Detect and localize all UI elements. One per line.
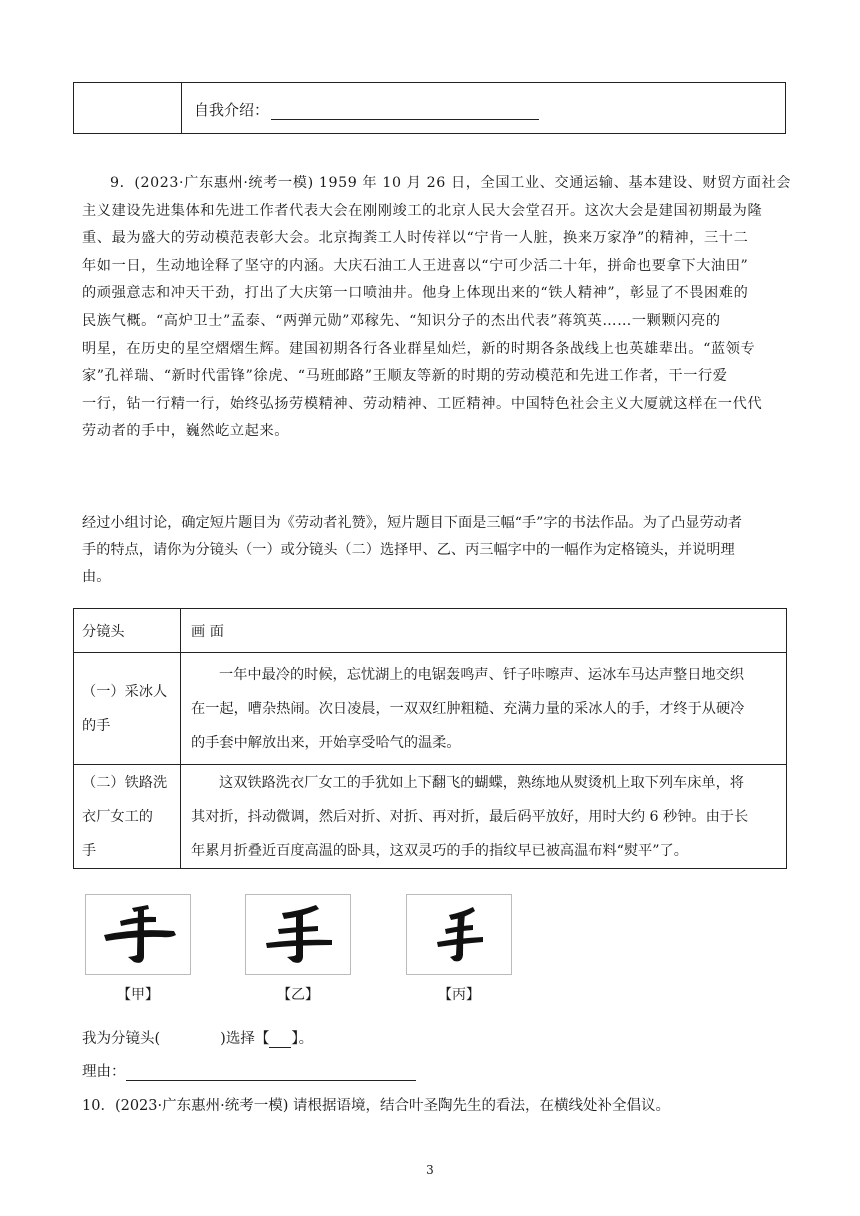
passage-line: 明星，在历史的星空熠熠生辉。建国初期各行各业群星灿烂，新的时期各条战线上也英雄辈出。“蓝领专 xyxy=(82,340,756,357)
shot-table-header xyxy=(74,609,787,653)
task-line: 经过小组讨论，确定短片题目为《劳动者礼赞》，短片题目下面是三幅“手”字的书法作品。为了凸显劳动者 xyxy=(82,515,743,531)
table-row xyxy=(74,765,787,869)
self-intro-label: 自我介绍： xyxy=(194,101,270,119)
shot-label xyxy=(74,765,181,869)
calligraphy-bing-image xyxy=(406,894,512,975)
answer-prefix: 我为分镜头( xyxy=(82,1031,161,1047)
character-choice-blank[interactable] xyxy=(269,1033,291,1048)
passage-line: 民族气概。“高炉卫士”孟泰、“两弹元勋”邓稼先、“知识分子的杰出代表”蒋筑英……一颗颗闪亮的 xyxy=(82,312,721,329)
calligraphy-jia-image xyxy=(85,894,191,975)
shot-label-line: 手 xyxy=(82,842,97,859)
answer-choice-line xyxy=(82,1027,313,1048)
shot-content-line: 其对折，抖动微调，然后对折、对折、再对折，最后码平放好，用时大约 6 秒钟。由于长 xyxy=(191,808,749,825)
calligraphy-bing-label: 【丙】 xyxy=(438,987,480,1003)
shot-content xyxy=(181,653,787,765)
passage-line: 的顽强意志和冲天干劲，打出了大庆第一口喷油井。他身上体现出来的“铁人精神”，彰显了不畏困难的 xyxy=(82,285,749,302)
intro-table xyxy=(73,82,786,134)
passage-line: 劳动者的手中，巍然屹立起来。 xyxy=(82,423,290,440)
shot-content-line: 年累月折叠近百度高温的卧具，这双灵巧的手的指纹早已被高温布料“熨平”了。 xyxy=(191,842,688,859)
page-number: 3 xyxy=(426,1163,434,1177)
passage-line: 9．(2023·广东惠州·统考一模) 1959 年 10 月 26 日，全国工业、交通运输、基本建设、财贸方面社会 xyxy=(110,175,792,191)
table-divider xyxy=(181,83,182,133)
calligraphy-yi-image xyxy=(245,894,351,975)
self-intro-blank[interactable] xyxy=(271,105,539,120)
shot-table xyxy=(73,608,787,869)
task-line: 手的特点，请你为分镜头（一）或分镜头（二）选择甲、乙、丙三幅字中的一幅作为定格镜头，并说明理 xyxy=(82,542,735,558)
shot-content-line: 一年中最冷的时候，忘忧湖上的电锯轰鸣声、钎子咔嚓声、运冰车马达声整日地交织 xyxy=(219,666,744,683)
self-intro-field xyxy=(194,99,539,120)
passage-line: 重、最为盛大的劳动模范表彰大会。北京掏粪工人时传祥以“宁肯一人脏，换来万家净”的精神，三十二 xyxy=(82,230,749,247)
shot-content-line: 的手套中解放出来，开始享受哈气的温柔。 xyxy=(191,734,461,751)
passage-line: 一行，钻一行精一行，始终弘扬劳模精神、劳动精神、工匠精神。中国特色社会主义大厦就这样在一代代 xyxy=(82,395,763,412)
q10-text: 10．(2023·广东惠州·统考一模) 请根据语境，结合叶圣陶先生的看法，在横线处补全倡议。 xyxy=(82,1098,670,1114)
task-line: 由。 xyxy=(82,569,111,585)
shot-content xyxy=(181,765,787,869)
calligraphy-jia-label: 【甲】 xyxy=(117,987,159,1003)
header-shot: 分镜头 xyxy=(74,609,181,653)
shot-content-line: 在一起，嘈杂热闹。次日凌晨，一双双红肿粗糙、充满力量的采冰人的手，才终于从硬冷 xyxy=(191,700,745,717)
reason-label: 理由： xyxy=(82,1064,126,1080)
calligraphy-yi-label: 【乙】 xyxy=(277,987,319,1003)
shot-label-line: （二）铁路洗 xyxy=(82,774,168,791)
shot-label xyxy=(74,653,181,765)
reason-blank[interactable] xyxy=(126,1066,416,1081)
q9-passage xyxy=(82,170,792,446)
q9-task xyxy=(82,510,782,591)
header-scene: 画 面 xyxy=(181,609,787,653)
table-row xyxy=(74,653,787,765)
answer-suffix: 】。 xyxy=(291,1031,314,1047)
answer-reason-line xyxy=(82,1060,416,1081)
shot-label-line: 的手 xyxy=(82,717,111,734)
passage-line: 年如一日，生动地诠释了坚守的内涵。大庆石油工人王进喜以“宁可少活二十年，拼命也要拿下大油田” xyxy=(82,257,749,274)
shot-content-line: 这双铁路洗衣厂女工的手犹如上下翻飞的蝴蝶，熟练地从熨烫机上取下列车床单，将 xyxy=(219,774,744,791)
passage-line: 主义建设先进集体和先进工作者代表大会在刚刚竣工的北京人民大会堂召开。这次大会是建国初期最为隆 xyxy=(82,202,763,219)
passage-line: 家”孔祥瑞、“新时代雷锋”徐虎、“马班邮路”王顺友等新的时期的劳动模范和先进工作者，干一行爱 xyxy=(82,368,728,385)
answer-middle: )选择【 xyxy=(220,1031,270,1047)
shot-label-line: （一）采冰人 xyxy=(82,683,168,700)
shot-label-line: 衣厂女工的 xyxy=(82,808,153,825)
